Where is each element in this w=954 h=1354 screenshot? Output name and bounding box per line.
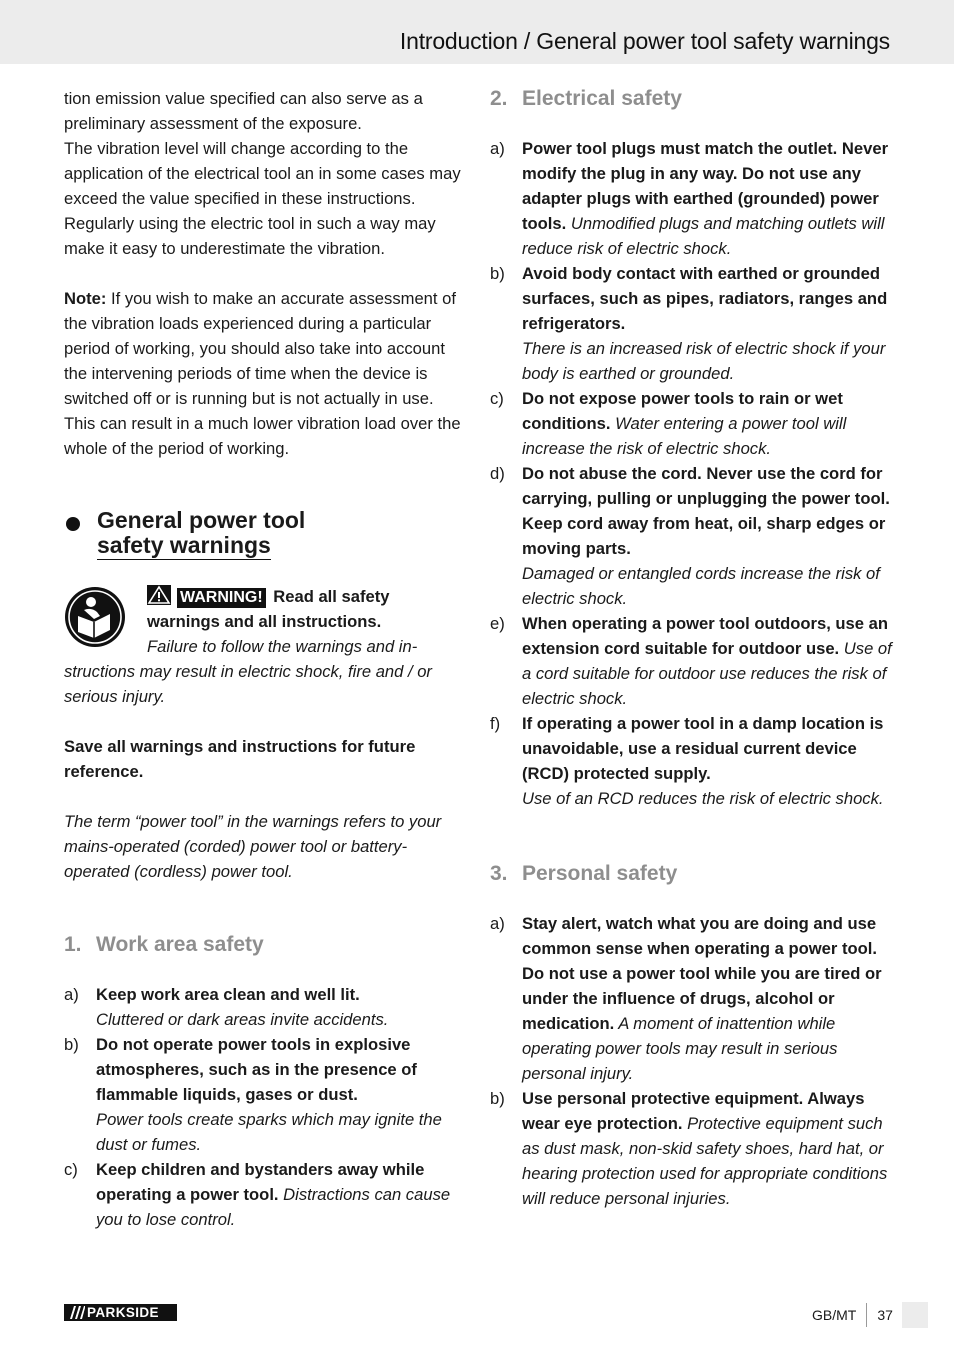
list-item-instruction: Stay alert, watch what you are doing and use common sense when operating a power tool. Do not use a power tool while you are tired or under the influence of drugs, alcohol or medication. [522,914,882,1033]
list-item [490,911,892,1086]
list-item-instruction: Avoid body contact with earthed or grounded surfaces, such as pipes, radiators, ranges and refrigerators. [522,264,888,333]
footer-tab [902,1302,928,1328]
list-item-label: b) [490,264,505,283]
list-item [64,1032,466,1157]
work-area-list [64,982,466,1232]
list-item-label: a) [490,914,505,933]
list-item-instruction: Use personal protective equipment. Always wear eye protection. [522,1089,865,1133]
right-column [490,86,892,1211]
personal-title: Personal safety [522,862,678,885]
list-item-explanation: Unmodified plugs and matching outlets will reduce risk of electric shock. [522,214,885,258]
list-item [490,461,892,611]
list-item-label: a) [490,139,505,158]
parkside-logo [64,1304,177,1321]
list-item-explanation: Damaged or entangled cords increase the risk of electric shock. [522,564,880,608]
list-item-instruction: If operating a power tool in a damp location is unavoidable, use a residual current device (RCD) protected supply. [522,714,884,783]
list-item-instruction: Do not expose power tools to rain or wet conditions. [522,389,843,433]
list-item-instruction: Keep work area clean and well lit. [96,985,360,1004]
page-number: 37 [877,1307,893,1323]
list-item-explanation: A moment of inattention while operating power tools may result in serious personal injury. [522,1014,838,1083]
list-item-label: b) [64,1035,79,1054]
list-item-label: a) [64,985,79,1004]
list-item-label: b) [490,1089,505,1108]
list-item-explanation: Use of an RCD reduces the risk of electric shock. [522,789,884,808]
section-title-line-1: General power tool [97,507,306,533]
list-item-explanation: Water entering a power tool will increase the risk of electric shock. [522,414,847,458]
warning-bold-2: warnings and all instructions. [147,612,382,631]
list-item-label: c) [64,1160,78,1179]
list-item-label: f) [490,714,501,733]
list-item [490,611,892,711]
list-item-explanation: Power tools create sparks which may ignite the dust or fumes. [96,1110,442,1154]
work-area-heading [64,932,466,957]
list-item-instruction: When operating a power tool outdoors, use an extension cord suitable for outdoor use. [522,614,888,658]
list-item-instruction: Power tool plugs must match the outlet. Never modify the plug in any way. Do not use any adapter plugs with earthed (grounded) power tools. [522,139,889,233]
brand-name: PARKSIDE [87,1305,159,1320]
power-tool-term: The term “power tool” in the warnings refers to your mains-operated (corded) power tool or battery-operated (cordless) power tool. [64,812,442,881]
footer-page-info [812,1302,893,1328]
warning-italic-1: Failure to follow the warnings and in- [147,637,418,656]
list-item [490,136,892,261]
work-area-number: 1. [64,933,82,956]
list-item-instruction: Keep children and bystanders away while operating a power tool. [96,1160,425,1204]
note-label: Note: [64,289,107,308]
list-item [490,711,892,811]
personal-number: 3. [490,862,508,885]
electrical-heading [490,86,892,111]
list-item-instruction: Do not abuse the cord. Never use the cord for carrying, pulling or unplugging the power tool. Keep cord away from heat, oil, sharp edges or moving parts. [522,464,890,558]
list-item-explanation: Cluttered or dark areas invite accidents. [96,1010,389,1029]
list-item-label: e) [490,614,505,633]
list-item [490,261,892,386]
section-title-line-2: safety warnings [97,532,271,558]
note-text: If you wish to make an accurate assessment of the vibration loads experienced during a particular period of working, you should also take into account the intervening periods of time when the device is switched off or is running but is not actually in use. This can result in a much lower vibration load over the whole of the period of working. [64,289,461,458]
intro-paragraph-2: The vibration level will change according to the application of the electrical tool an in some cases may exceed the value specified in these instructions. Regularly using the electric tool in such a way may make it easy to underestimate the vibration. [64,139,461,258]
intro-paragraph-1: tion emission value specified can also serve as a preliminary assessment of the exposure. [64,89,423,133]
electrical-list [490,136,892,811]
list-item-label: d) [490,464,505,483]
list-item-explanation: Protective equipment such as dust mask, non-skid safety shoes, hard hat, or hearing protection used for appropriate conditions will reduce personal injuries. [522,1114,888,1208]
electrical-number: 2. [490,87,508,110]
list-item-explanation: Use of a cord suitable for outdoor use reduces the risk of electric shock. [522,639,892,708]
list-item-explanation: Distractions can cause you to lose control. [96,1185,451,1229]
personal-heading [490,861,892,886]
note-paragraph [64,286,466,461]
logo-stripes-icon [67,1304,85,1321]
work-area-title: Work area safety [96,933,264,956]
save-instructions: Save all warnings and instructions for future reference. [64,737,416,781]
personal-list [490,911,892,1211]
left-column [64,86,466,1232]
list-item-explanation: There is an increased risk of electric shock if your body is earthed or grounded. [522,339,886,383]
warning-triangle-icon [147,585,171,605]
electrical-title: Electrical safety [522,87,682,110]
list-item-label: c) [490,389,504,408]
warning-italic-2: structions may result in electric shock, fire and / or serious injury. [64,662,432,706]
footer-divider [866,1303,867,1327]
warning-bold-1: Read all safety [268,587,390,606]
list-item [64,982,466,1032]
section-heading [64,508,466,560]
list-item [490,1086,892,1211]
page-title: Introduction / General power tool safety warnings [399,28,890,54]
list-item [64,1157,466,1232]
warning-badge: WARNING! [177,588,266,608]
warning-block [64,584,466,709]
region-code: GB/MT [812,1307,857,1323]
bullet-dot-icon [66,517,80,531]
list-item [490,386,892,461]
read-manual-icon [64,586,126,648]
list-item-instruction: Do not operate power tools in explosive atmospheres, such as in the presence of flammable liquids, gases or dust. [96,1035,417,1104]
